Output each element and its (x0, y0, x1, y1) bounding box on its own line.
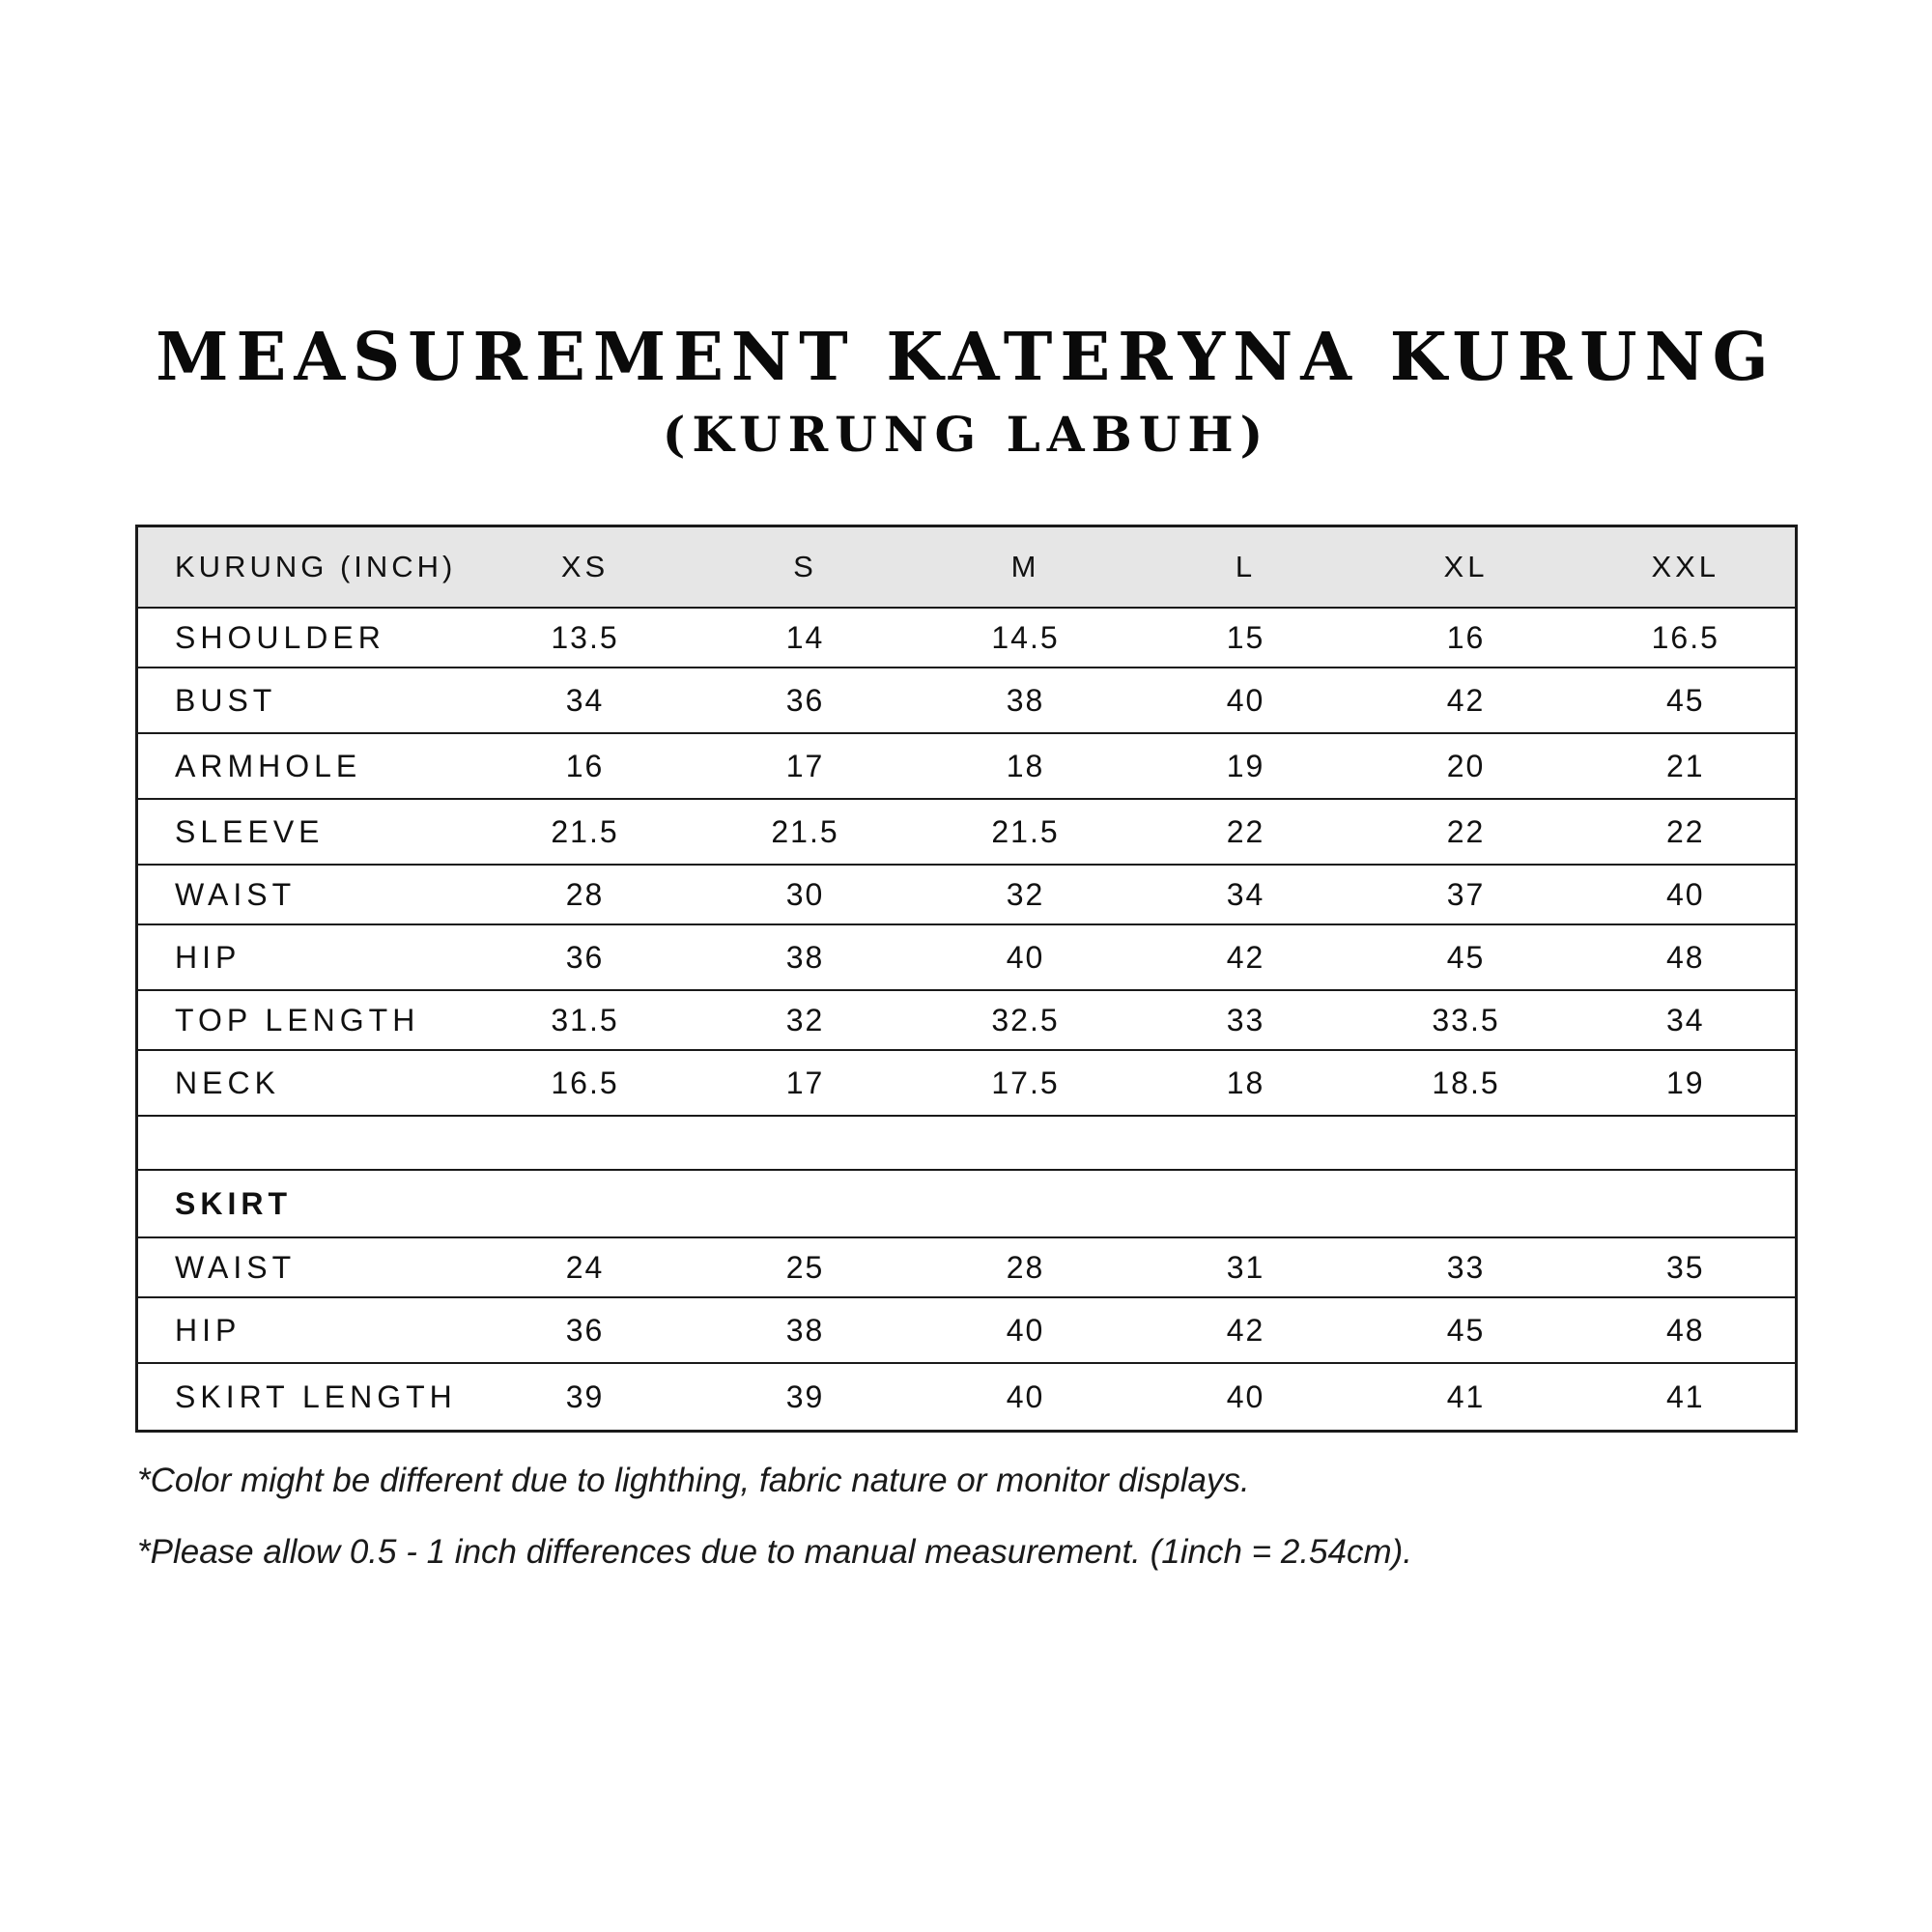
table-cell: 22 (1136, 799, 1356, 865)
table-row (137, 608, 1797, 668)
table-cell: 21.5 (475, 799, 696, 865)
table-cell: 36 (475, 1297, 696, 1363)
row-label: ARMHOLE (137, 733, 475, 799)
table-cell: 40 (1136, 668, 1356, 733)
table-cell: 22 (1577, 799, 1797, 865)
table-cell: 15 (1136, 608, 1356, 668)
table-cell: 19 (1136, 733, 1356, 799)
table-cell: 21 (1577, 733, 1797, 799)
row-label: NECK (137, 1050, 475, 1116)
table-cell: 28 (475, 865, 696, 924)
table-cell: 14 (696, 608, 916, 668)
table-cell: 18.5 (1356, 1050, 1577, 1116)
table-row (137, 733, 1797, 799)
table-cell: 38 (916, 668, 1136, 733)
table-cell: 42 (1356, 668, 1577, 733)
table-cell: 17.5 (916, 1050, 1136, 1116)
table-cell: 32 (916, 865, 1136, 924)
table-cell: 45 (1356, 924, 1577, 990)
table-cell: 37 (1356, 865, 1577, 924)
row-label: SKIRT LENGTH (137, 1363, 475, 1432)
table-cell: 17 (696, 1050, 916, 1116)
table-cell: 31 (1136, 1237, 1356, 1297)
table-cell: 38 (696, 924, 916, 990)
page-title: MEASUREMENT KATERYNA KURUNG (156, 319, 1776, 396)
row-label: HIP (137, 924, 475, 990)
table-cell: 30 (696, 865, 916, 924)
table-cell: 14.5 (916, 608, 1136, 668)
table-cell: 39 (696, 1363, 916, 1432)
table-cell: 16.5 (1577, 608, 1797, 668)
table-cell: 35 (1577, 1237, 1797, 1297)
table-cell: 45 (1577, 668, 1797, 733)
table-cell: 13.5 (475, 608, 696, 668)
table-header-row (137, 526, 1797, 609)
table-cell: 32.5 (916, 990, 1136, 1050)
row-label: WAIST (137, 865, 475, 924)
table-cell: 17 (696, 733, 916, 799)
table-row (137, 1050, 1797, 1116)
row-label: SLEEVE (137, 799, 475, 865)
table-cell: 20 (1356, 733, 1577, 799)
measurement-tolerance-note: *Please allow 0.5 - 1 inch differences due to manual measurement. (1inch = 2.54cm). (137, 1533, 1413, 1571)
table-cell: 18 (916, 733, 1136, 799)
table-cell: 34 (1577, 990, 1797, 1050)
page-subtitle: (KURUNG LABUH) (662, 406, 1270, 463)
table-cell: 48 (1577, 1297, 1797, 1363)
table-cell: 34 (475, 668, 696, 733)
table-cell: 40 (916, 1297, 1136, 1363)
table-row (137, 1237, 1797, 1297)
table-cell: 36 (696, 668, 916, 733)
table-cell: 21.5 (696, 799, 916, 865)
table-row (137, 990, 1797, 1050)
spacer-cell (137, 1116, 1797, 1170)
header-size-xl: XL (1356, 526, 1577, 609)
table-cell: 40 (1136, 1363, 1356, 1432)
header-size-xxl: XXL (1577, 526, 1797, 609)
table-cell: 16.5 (475, 1050, 696, 1116)
table-cell: 40 (916, 924, 1136, 990)
table-cell: 33 (1136, 990, 1356, 1050)
table-row (137, 668, 1797, 733)
table-cell: 32 (696, 990, 916, 1050)
table-cell: 34 (1136, 865, 1356, 924)
table-cell: 39 (475, 1363, 696, 1432)
table-cell: 18 (1136, 1050, 1356, 1116)
table-row (137, 924, 1797, 990)
table-row (137, 865, 1797, 924)
table-cell: 24 (475, 1237, 696, 1297)
header-size-s: S (696, 526, 916, 609)
row-label: WAIST (137, 1237, 475, 1297)
table-cell: 16 (475, 733, 696, 799)
table-cell: 33.5 (1356, 990, 1577, 1050)
table-cell: 41 (1356, 1363, 1577, 1432)
section-header-row (137, 1170, 1797, 1237)
header-size-m: M (916, 526, 1136, 609)
table-cell: 40 (1577, 865, 1797, 924)
row-label: BUST (137, 668, 475, 733)
table-cell: 25 (696, 1237, 916, 1297)
table-cell: 41 (1577, 1363, 1797, 1432)
measurement-table (135, 525, 1798, 1433)
table-cell: 48 (1577, 924, 1797, 990)
header-label: KURUNG (INCH) (137, 526, 475, 609)
table-row (137, 1297, 1797, 1363)
table-cell: 36 (475, 924, 696, 990)
header-size-l: L (1136, 526, 1356, 609)
table-cell: 40 (916, 1363, 1136, 1432)
table-cell: 22 (1356, 799, 1577, 865)
table-row (137, 1363, 1797, 1432)
footnotes (137, 1459, 1412, 1602)
table-cell: 38 (696, 1297, 916, 1363)
table-cell: 21.5 (916, 799, 1136, 865)
row-label: SHOULDER (137, 608, 475, 668)
color-disclaimer-note: *Color might be different due to lighthing, fabric nature or monitor displays. (137, 1462, 1250, 1499)
table-cell: 31.5 (475, 990, 696, 1050)
row-label: HIP (137, 1297, 475, 1363)
skirt-section-label: SKIRT (137, 1170, 1797, 1237)
table-cell: 19 (1577, 1050, 1797, 1116)
table-cell: 33 (1356, 1237, 1577, 1297)
spacer-row (137, 1116, 1797, 1170)
table-row (137, 799, 1797, 865)
row-label: TOP LENGTH (137, 990, 475, 1050)
table-cell: 16 (1356, 608, 1577, 668)
table-cell: 42 (1136, 924, 1356, 990)
table-cell: 28 (916, 1237, 1136, 1297)
table-cell: 42 (1136, 1297, 1356, 1363)
header-size-xs: XS (475, 526, 696, 609)
table-cell: 45 (1356, 1297, 1577, 1363)
